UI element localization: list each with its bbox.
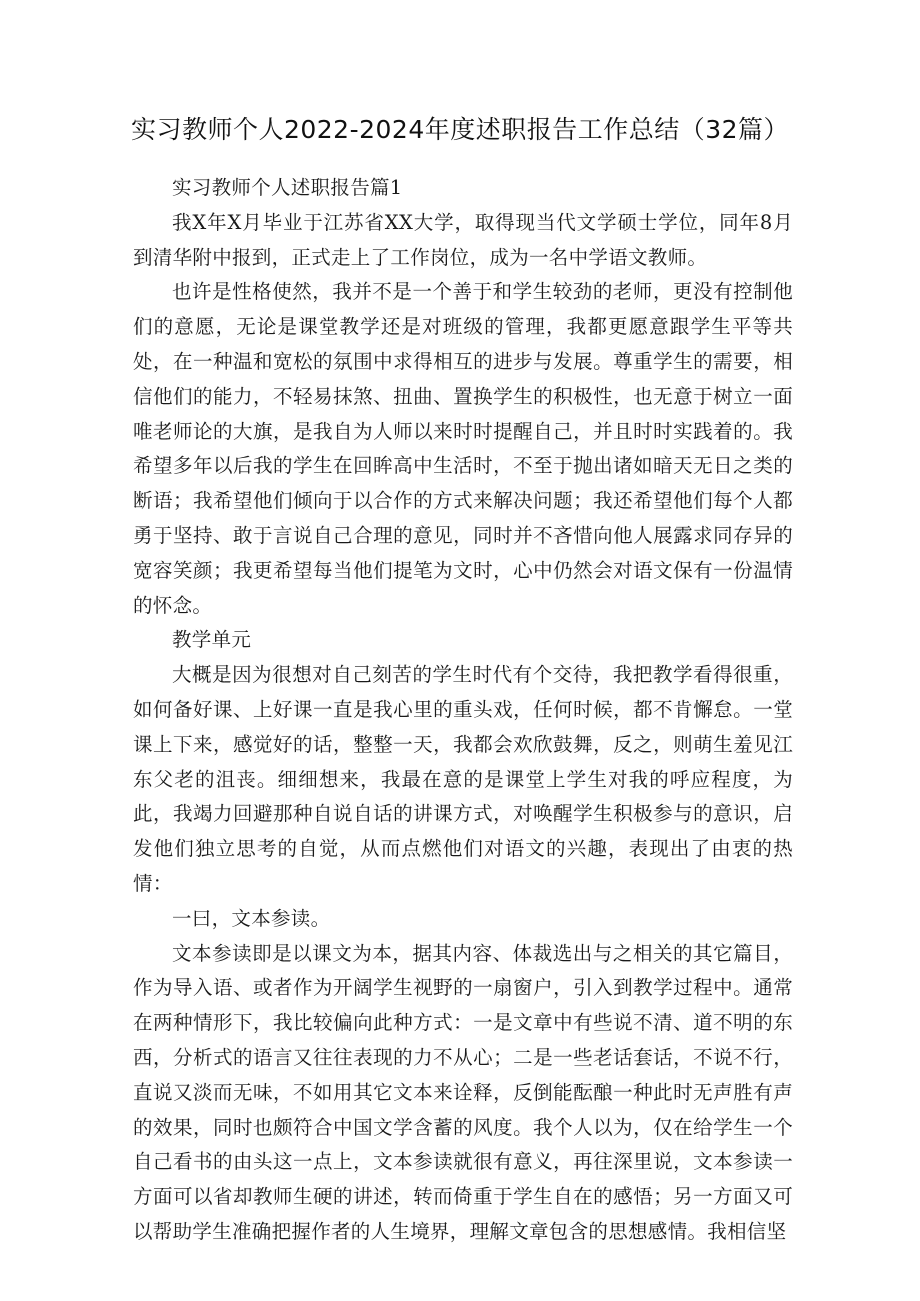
section-heading: 教学单元 — [172, 628, 252, 652]
document-body — [133, 171, 793, 1250]
section-heading: 一曰，文本参读。 — [172, 906, 331, 930]
document-title: 实习教师个人2022-2024年度述职报告工作总结（32篇） — [130, 115, 790, 144]
paragraph: 大概是因为很想对自己刻苦的学生时代有个交待，我把教学看得很重，如何备好课、上好课一直是我心里的重头戏，任何时候，都不肯懈怠。一堂课上下来，感觉好的话，整整一天，我都会欢欣鼓舞，反之，则萌生羞见江东父老的沮丧。细细想来，我最在意的是课堂上学生对我的呼应程度，为此，我竭力回避那种自说自话的讲课方式，对唤醒学生积极参与的意识，启发他们独立思考的自觉，从而点燃他们对语文的兴趣，表现出了由衷的热情： — [133, 663, 793, 895]
paragraph: 我X年X月毕业于江苏省XX大学，取得现当代文学硕士学位，同年8月到清华附中报到，正式走上了工作岗位，成为一名中学语文教师。 — [133, 210, 793, 269]
paragraph: 文本参读即是以课文为本，据其内容、体裁选出与之相关的其它篇目，作为导入语、或者作为开阔学生视野的一扇窗户，引入到教学过程中。通常在两种情形下，我比较偏向此种方式：一是文章中有些说不清、道不明的东西，分析式的语言又往往表现的力不从心；二是一些老话套话，不说不行，直说又淡而无味，不如用其它文本来诠释，反倒能酝酿一种此时无声胜有声的效果，同时也颇符合中国文学含蓄的风度。我个人以为，仅在给学生一个自己看书的由头这一点上，文本参读就很有意义，再往深里说，文本参读一方面可以省却教师生硬的讲述，转而倚重于学生自在的感悟；另一方面又可以帮助学生准确把握作者的人生境界，理解文章包含的思想感情。我相信坚 — [133, 941, 793, 1243]
section-heading: 实习教师个人述职报告篇1 — [172, 176, 403, 199]
paragraph: 也许是性格使然，我并不是一个善于和学生较劲的老师，更没有控制他们的意愿，无论是课堂教学还是对班级的管理，我都更愿意跟学生平等共处，在一种温和宽松的氛围中求得相互的进步与发展。尊重学生的需要，相信他们的能力，不轻易抹煞、扭曲、置换学生的积极性，也无意于树立一面唯老师论的大旗，是我自为人师以来时时提醒自己，并且时时实践着的。我希望多年以后我的学生在回眸高中生活时，不至于抛出诸如暗天无日之类的断语；我希望他们倾向于以合作的方式来解决问题；我还希望他们每个人都勇于坚持、敢于言说自己合理的意见，同时并不吝惜向他人展露求同存异的宽容笑颜；我更希望每当他们提笔为文时，心中仍然会对语文保有一份温情的怀念。 — [133, 280, 793, 617]
